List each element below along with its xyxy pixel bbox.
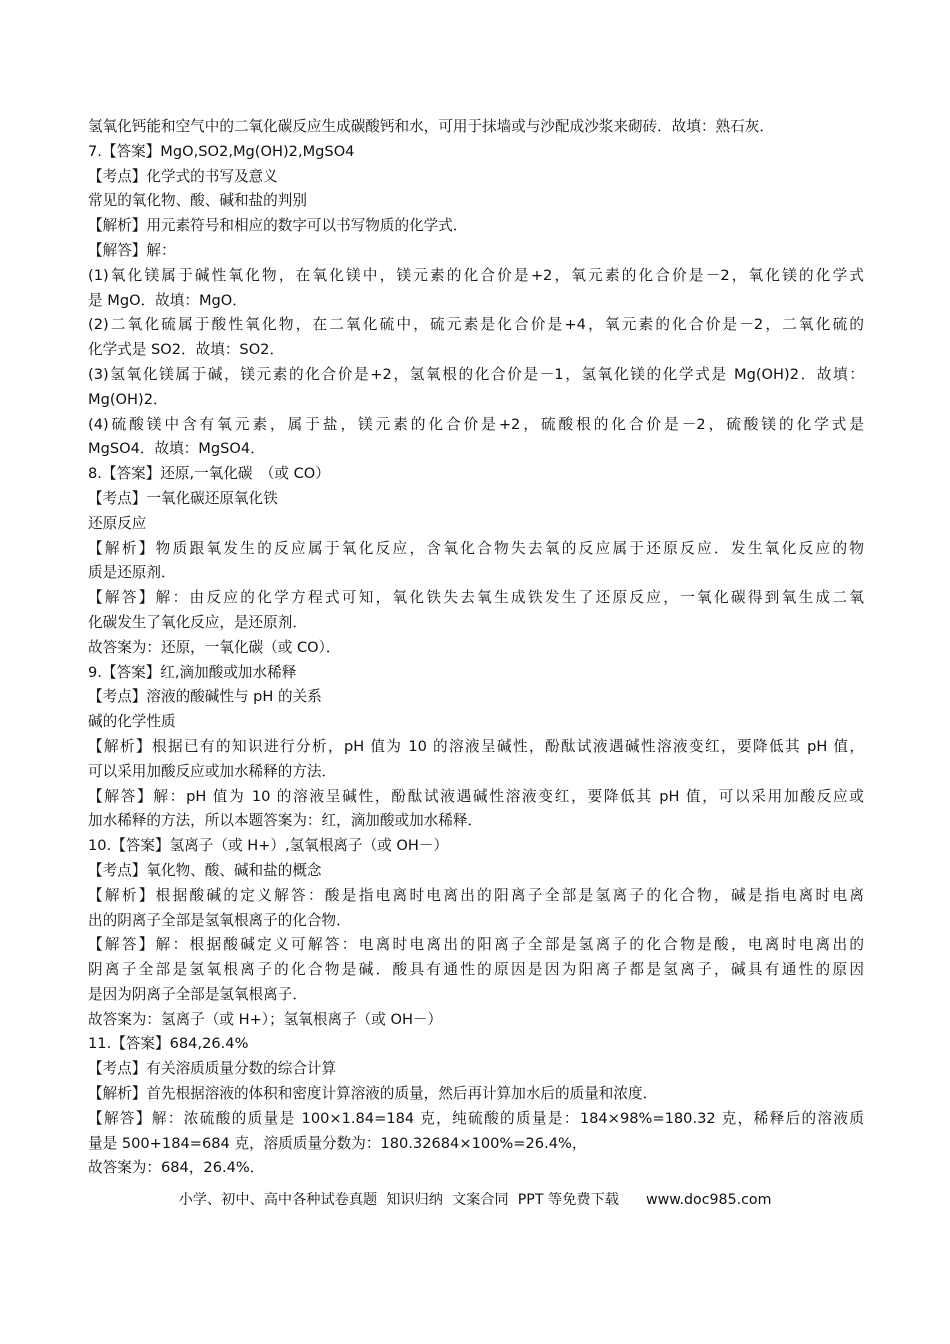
text-line: 【解析】根据酸碱的定义解答：酸是指电离时电离出的阳离子全部是氢离子的化合物，碱是指电离时电离: [88, 886, 864, 904]
text-line: Mg(OH)2．: [88, 390, 168, 408]
text-line: (4)硫酸镁中含有氧元素，属于盐，镁元素的化合价是+2，硫酸根的化合价是－2，硫酸镁的化学式是: [88, 415, 864, 433]
text-line: (2)二氧化硫属于酸性氧化物，在二氧化硫中，硫元素是化合价是+4，氧元素的化合价是－2，二氧化硫的: [88, 316, 864, 334]
text-line: 7.【答案】MgO,SO2,Mg(OH)2,MgSO4: [88, 142, 355, 160]
text-line: 阴离子全部是氢氧根离子的化合物是碱．酸具有通性的原因是因为阳离子都是氢离子，碱具有通性的原因: [88, 961, 864, 979]
page-footer: 小学、初中、高中各种试卷真题 知识归纳 文案合同 PPT 等免费下载 www.doc985.com: [178, 1192, 772, 1208]
text-line: 故答案为：684，26.4%．: [88, 1159, 265, 1177]
text-line: 是因为阴离子全部是氢氧根离子．: [88, 985, 307, 1003]
text-line: 【解析】物质跟氧发生的反应属于氧化反应，含氧化合物失去氧的反应属于还原反应．发生氧化反应的物: [88, 539, 864, 557]
text-line: 氢氧化钙能和空气中的二氧化碳反应生成碳酸钙和水，可用于抹墙或与沙配成沙浆来砌砖．故填：熟石灰．: [88, 118, 774, 135]
text-line: 加水稀释的方法，所以本题答案为：红，滴加酸或加水稀释．: [88, 812, 483, 830]
document-body: [88, 115, 864, 1181]
text-line: 【解答】解：浓硫酸的质量是 100×1.84=184 克，纯硫酸的质量是：184×98%=180.32 克，稀释后的溶液质: [88, 1109, 864, 1127]
text-line: 【解答】解：根据酸碱定义可解答：电离时电离出的阳离子全部是氢离子的化合物是酸，电离时电离出的: [88, 936, 864, 954]
text-line: 【解答】解：: [88, 241, 176, 259]
text-line: 【解答】解：由反应的化学方程式可知，氧化铁失去氧生成铁发生了还原反应，一氧化碳得到氧生成二氧: [88, 589, 864, 607]
text-line: 是 MgO．故填：MgO．: [88, 291, 247, 309]
text-line: 故答案为：氢离子（或 H+）；氢氧根离子（或 OH－）: [88, 1010, 443, 1028]
text-line: 故答案为：还原，一氧化碳（或 CO）．: [88, 638, 341, 656]
text-line: 质是还原剂．: [88, 564, 176, 582]
text-line: 碱的化学性质: [88, 713, 176, 731]
text-line: 8.【答案】还原,一氧化碳 （或 CO）: [88, 465, 330, 483]
text-line: 【考点】化学式的书写及意义: [88, 167, 278, 185]
text-line: MgSO4．故填：MgSO4．: [88, 440, 265, 458]
text-line: 常见的氧化物、酸、碱和盐的判别: [88, 192, 307, 210]
text-line: 化碳发生了氧化反应，是还原剂．: [88, 613, 307, 631]
text-line: 【解析】用元素符号和相应的数字可以书写物质的化学式．: [88, 217, 468, 235]
text-line: 量是 500+184=684 克，溶质质量分数为：180.32684×100%=26.4%，: [88, 1134, 587, 1152]
text-line: 10.【答案】氢离子（或 H+）,氢氧根离子（或 OH－）: [88, 837, 449, 855]
text-line: 11.【答案】684,26.4%: [88, 1035, 249, 1053]
text-line: 【解答】解：pH 值为 10 的溶液呈碱性，酚酞试液遇碱性溶液变红，要降低其 pH 值，可以采用加酸反应或: [88, 787, 864, 805]
text-line: 【考点】一氧化碳还原氧化铁: [88, 489, 278, 507]
text-line: 【考点】氧化物、酸、碱和盐的概念: [88, 861, 322, 879]
text-line: 【考点】溶液的酸碱性与 pH 的关系: [88, 688, 322, 706]
text-line: 化学式是 SO2．故填：SO2．: [88, 341, 285, 359]
text-line: 【考点】有关溶质质量分数的综合计算: [88, 1060, 337, 1078]
text-line: 【解析】首先根据溶液的体积和密度计算溶液的质量，然后再计算加水后的质量和浓度．: [88, 1085, 658, 1103]
text-line: 出的阴离子全部是氢氧根离子的化合物．: [88, 911, 351, 929]
text-line: 9.【答案】红,滴加酸或加水稀释: [88, 663, 297, 681]
text-line: 可以采用加酸反应或加水稀释的方法．: [88, 762, 337, 780]
text-line: (1)氧化镁属于碱性氧化物，在氧化镁中，镁元素的化合价是+2，氧元素的化合价是－2，氧化镁的化学式: [88, 266, 864, 284]
text-line: 【解析】根据已有的知识进行分析，pH 值为 10 的溶液呈碱性，酚酞试液遇碱性溶液变红，要降低其 pH 值，: [88, 737, 864, 755]
text-line: (3)氢氧化镁属于碱，镁元素的化合价是+2，氢氧根的化合价是－1，氢氧化镁的化学式是 Mg(OH)2．故填：: [88, 365, 864, 383]
text-line: 还原反应: [88, 514, 147, 532]
